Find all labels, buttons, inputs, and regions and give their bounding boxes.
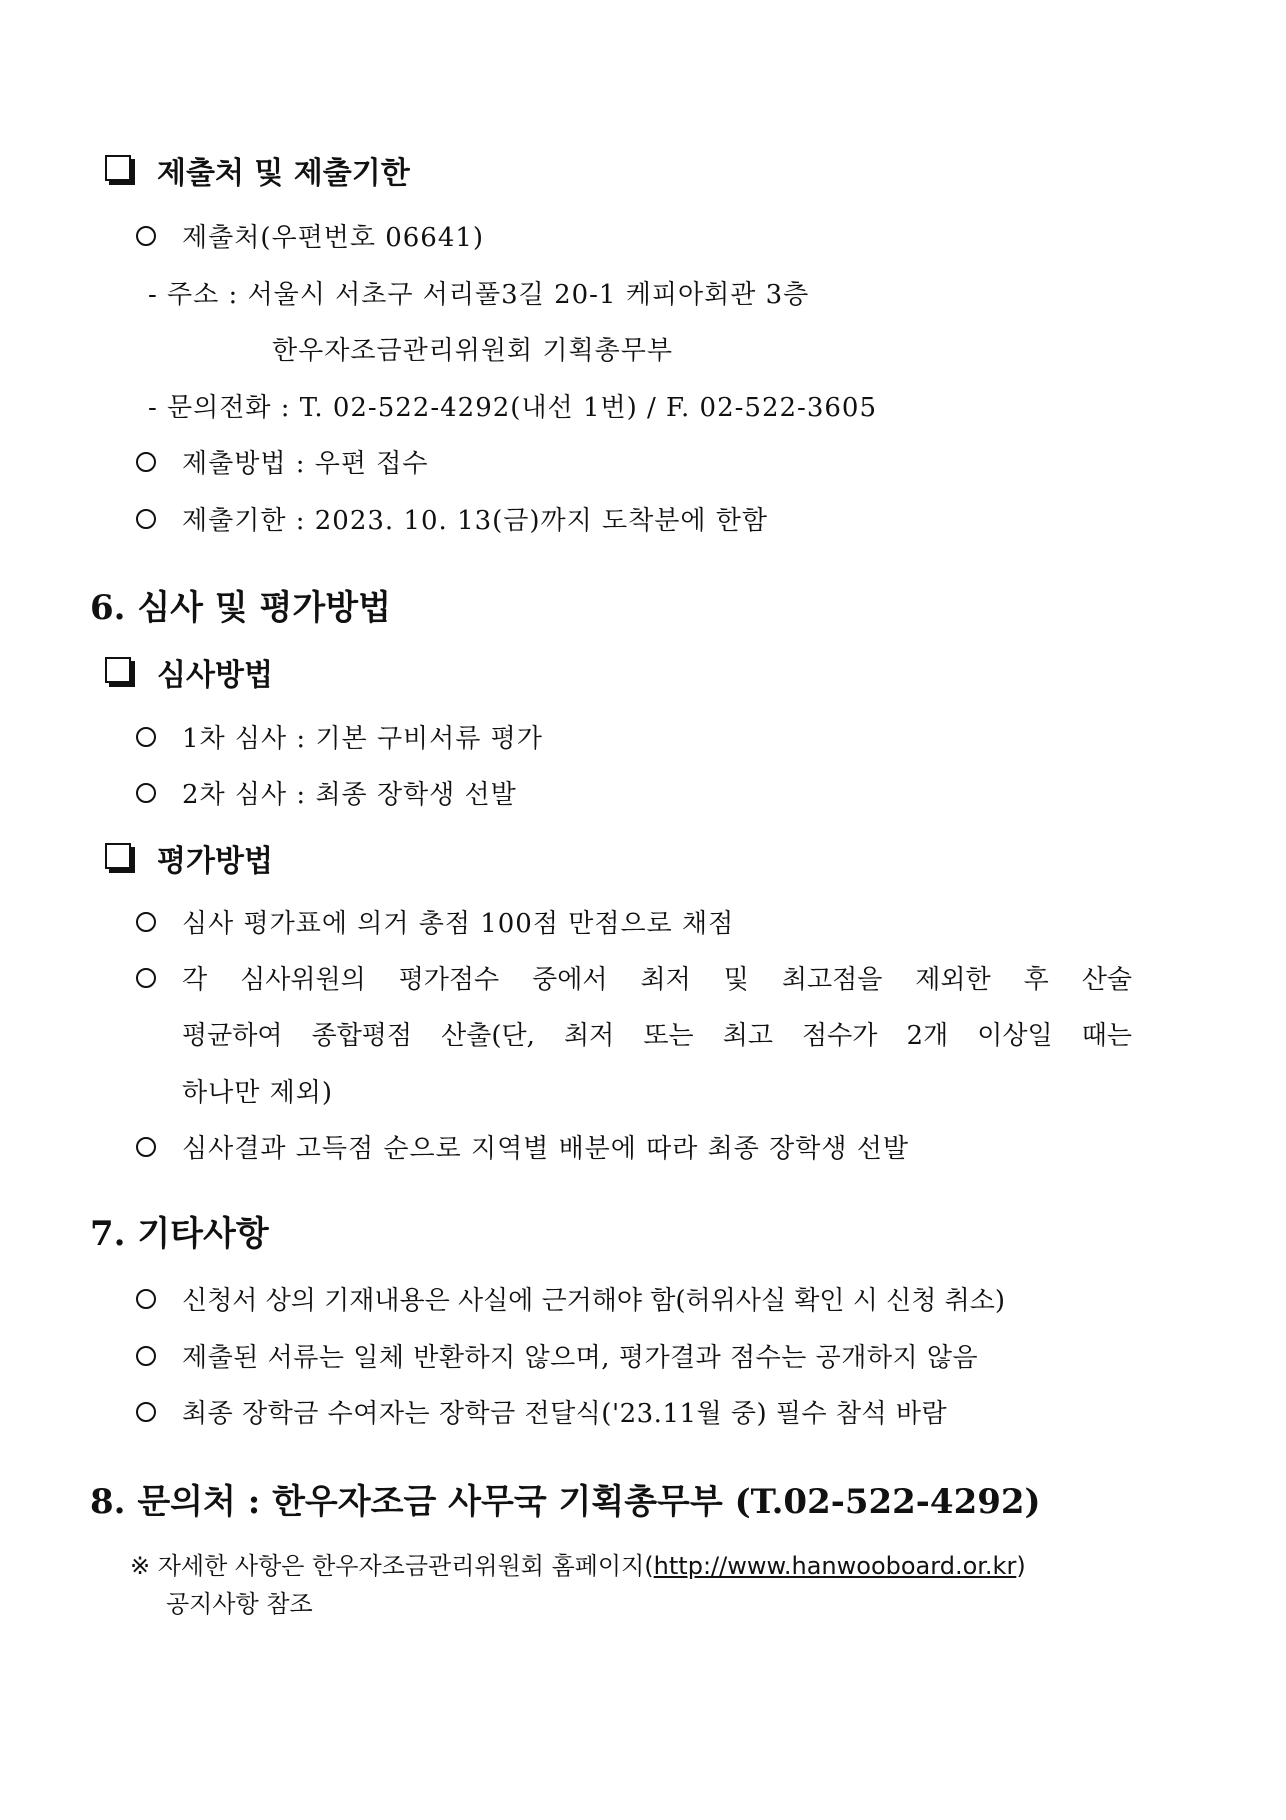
section8-title: 8. 문의처 : 한우자조금 사무국 기획총무부 (T.02-522-4292) (90, 1482, 1041, 1522)
circle-bullet-icon (136, 509, 156, 529)
circle-bullet-icon (136, 1137, 156, 1157)
misc-item-3: 최종 장학금 수여자는 장학금 전달식('23.11월 중) 필수 참석 바람 (182, 1393, 947, 1430)
eval-item-2-line2: 평균하여 종합평점 산출(단, 최저 또는 최고 점수가 2개 이상일 때는 (182, 1021, 1132, 1051)
circle-bullet-icon (136, 727, 156, 747)
submission-address-line2: 한우자조금관리위원회 기획총무부 (272, 336, 674, 366)
eval-item-2-line1: 각 심사위원의 평가점수 중에서 최저 및 최고점을 제외한 후 산술 (182, 965, 1132, 995)
circle-bullet-icon (136, 226, 156, 246)
section7-title: 7. 기타사항 (90, 1214, 269, 1254)
submission-phone: - 문의전화 : T. 02-522-4292(내선 1번) / F. 02-522-3605 (148, 393, 877, 423)
submission-address: - 주소 : 서울시 서초구 서리풀3길 20-1 케피아회관 3층 (148, 280, 810, 310)
homepage-note-line2: 공지사항 참조 (166, 1590, 313, 1618)
homepage-note: ※ 자세한 사항은 한우자조금관리위원회 홈페이지(http://www.hanwooboard.or.kr) (130, 1552, 1026, 1580)
square-bullet-icon (105, 843, 131, 869)
circle-bullet-icon (136, 968, 156, 988)
circle-bullet-icon (136, 1402, 156, 1422)
misc-item-1: 신청서 상의 기재내용은 사실에 근거해야 함(허위사실 확인 시 신청 취소) (182, 1280, 1005, 1317)
review-item-1: 1차 심사 : 기본 구비서류 평가 (182, 718, 543, 755)
review-heading: 심사방법 (157, 650, 273, 694)
circle-bullet-icon (136, 783, 156, 803)
circle-bullet-icon (136, 1346, 156, 1366)
square-bullet-icon (105, 657, 131, 683)
eval-item-2-line3: 하나만 제외) (182, 1078, 333, 1108)
circle-bullet-icon (136, 1289, 156, 1309)
circle-bullet-icon (136, 912, 156, 932)
square-bullet-icon (105, 155, 131, 181)
eval-item-2 (182, 959, 1132, 996)
submission-place: 제출처(우편번호 06641) (182, 217, 484, 254)
section6-title: 6. 심사 및 평가방법 (90, 588, 391, 628)
eval-item-1: 심사 평가표에 의거 총점 100점 만점으로 채점 (182, 903, 734, 940)
homepage-link[interactable]: http://www.hanwooboard.or.kr (653, 1552, 1017, 1580)
review-item-2: 2차 심사 : 최종 장학생 선발 (182, 774, 517, 811)
misc-item-2: 제출된 서류는 일체 반환하지 않으며, 평가결과 점수는 공개하지 않음 (182, 1337, 978, 1374)
circle-bullet-icon (136, 452, 156, 472)
eval-item-3: 심사결과 고득점 순으로 지역별 배분에 따라 최종 장학생 선발 (182, 1128, 909, 1165)
submission-heading: 제출처 및 제출기한 (157, 148, 410, 192)
submission-method: 제출방법 : 우편 접수 (182, 443, 428, 480)
submission-deadline: 제출기한 : 2023. 10. 13(금)까지 도착분에 한함 (182, 500, 768, 537)
eval-heading: 평가방법 (157, 836, 273, 880)
